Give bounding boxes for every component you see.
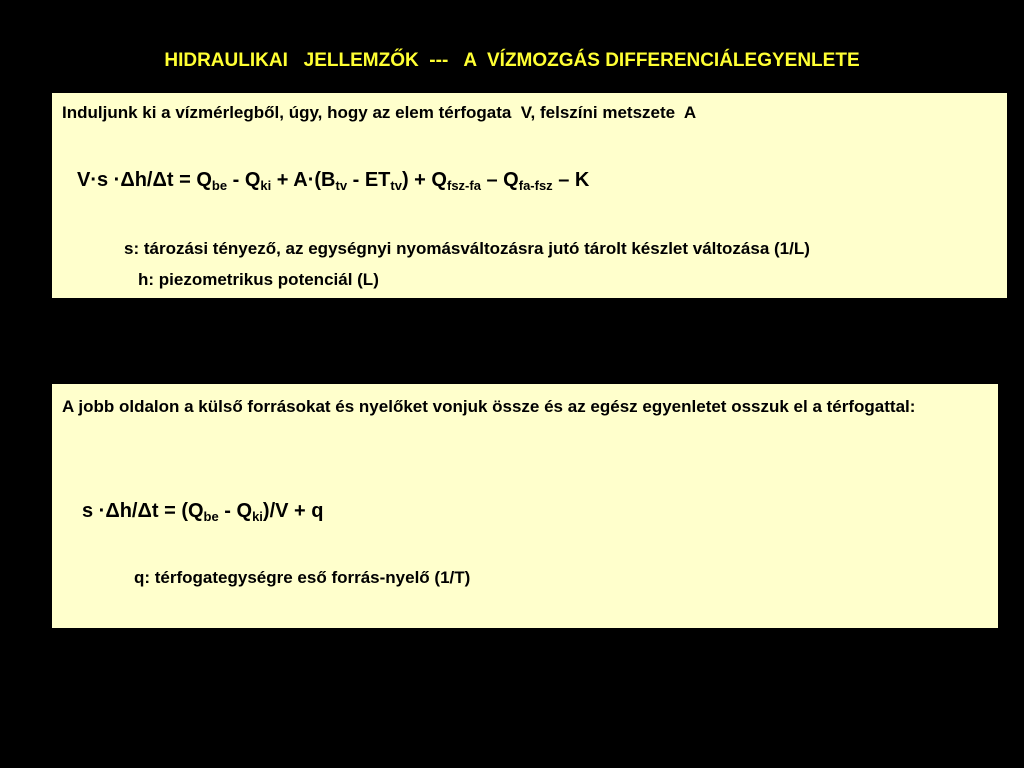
definition-h: h: piezometrikus potenciál (L) [138, 270, 379, 289]
water-balance-box [52, 93, 1007, 298]
definition-s: s: tározási tényező, az egységnyi nyomásváltozásra jutó tárolt készlet változása (1/L) [124, 239, 810, 258]
intro-text: Induljunk ki a vízmérlegből, úgy, hogy az elem térfogata V, felszíni metszete A [62, 103, 697, 122]
differential-equation-box [52, 384, 998, 628]
definition-q: q: térfogategységre eső forrás-nyelő (1/T) [134, 568, 471, 587]
water-balance-equation: $V\cdot s \cdot\Delta h/\Delta t = Q_{be} - Q_{ki} + A\cdot(B_{tv} - ET_{tv}) + Q_{fsz-fa} - Q_{fa-fsz} - K$ [77, 169, 590, 193]
differential-equation: $s \cdot\Delta h/\Delta t = (Q_{be} - Q_{ki})/V + q$ [82, 500, 324, 524]
intro-text: A jobb oldalon a külső forrásokat és nyelőket vonjuk össze és az egész egyenletet osszuk el a térfogattal: [62, 397, 916, 416]
slide-title: HIDRAULIKAI JELLEMZŐK --- A VÍZMOZGÁS DIFFERENCIÁLEGYENLETE [164, 50, 860, 71]
